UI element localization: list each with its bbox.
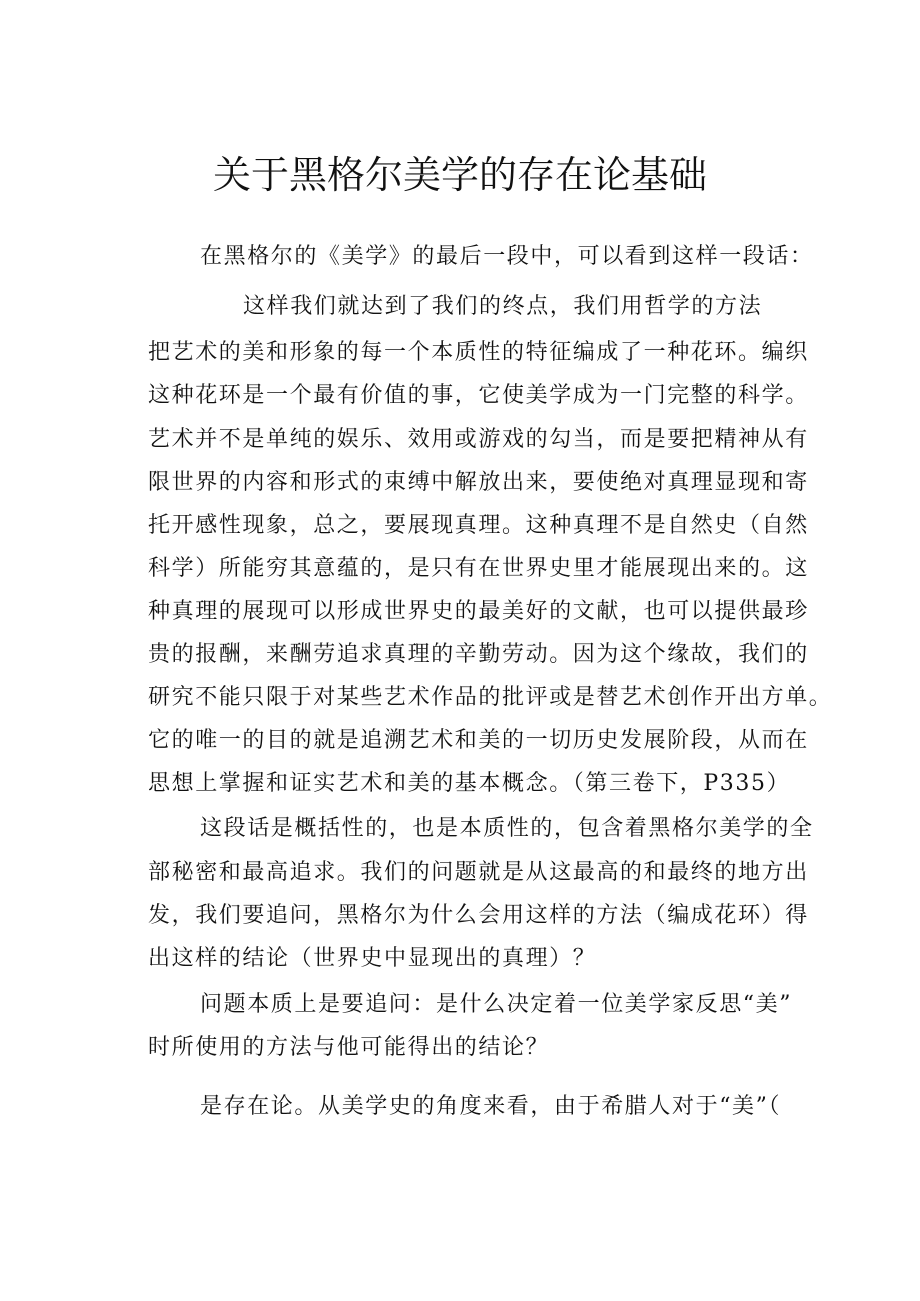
page-title: 关于黑格尔美学的存在论基础 <box>212 153 707 197</box>
paragraph-line: 在黑格尔的《美学》的最后一段中，可以看到这样一段话： <box>200 244 814 269</box>
quote-line: 科学）所能穷其意蕴的，是只有在世界史里才能展现出来的。这 <box>148 556 809 581</box>
paragraph-line: 时所使用的方法与他可能得出的结论？ <box>148 1035 550 1060</box>
paragraph-line: 发，我们要追问，黑格尔为什么会用这样的方法（编成花环）得 <box>148 903 809 928</box>
quote-line: 限世界的内容和形式的束缚中解放出来，要使绝对真理显现和寄 <box>148 470 809 495</box>
quote-line: 贵的报酬，来酬劳追求真理的辛勤劳动。因为这个缘故，我们的 <box>148 642 809 667</box>
quote-line: 思想上掌握和证实艺术和美的基本概念。（第三卷下，P335） <box>148 771 791 796</box>
quote-line: 这样我们就达到了我们的终点，我们用哲学的方法 <box>243 294 763 319</box>
paragraph-line: 是存在论。从美学史的角度来看，由于希腊人对于“美”（ <box>200 1094 782 1119</box>
paragraph-line: 部秘密和最高追求。我们的问题就是从这最高的和最终的地方出 <box>148 860 809 885</box>
paragraph-line: 出这样的结论（世界史中显现出的真理）？ <box>148 946 597 971</box>
quote-line: 它的唯一的目的就是追溯艺术和美的一切历史发展阶段，从而在 <box>148 728 809 753</box>
quote-line: 把艺术的美和形象的每一个本质性的特征编成了一种花环。编织 <box>148 340 809 365</box>
quote-line: 种真理的展现可以形成世界史的最美好的文献，也可以提供最珍 <box>148 599 809 624</box>
paragraph-line: 问题本质上是要追问：是什么决定着一位美学家反思“美” <box>200 992 793 1017</box>
paragraph-line: 这段话是概括性的，也是本质性的，包含着黑格尔美学的全 <box>200 816 814 841</box>
quote-line: 艺术并不是单纯的娱乐、效用或游戏的勾当，而是要把精神从有 <box>148 427 809 452</box>
quote-line: 托开感性现象，总之，要展现真理。这种真理不是自然史（自然 <box>148 513 809 538</box>
quote-line: 研究不能只限于对某些艺术作品的批评或是替艺术创作开出方单。 <box>148 685 833 710</box>
quote-line: 这种花环是一个最有价值的事，它使美学成为一门完整的科学。 <box>148 383 809 408</box>
